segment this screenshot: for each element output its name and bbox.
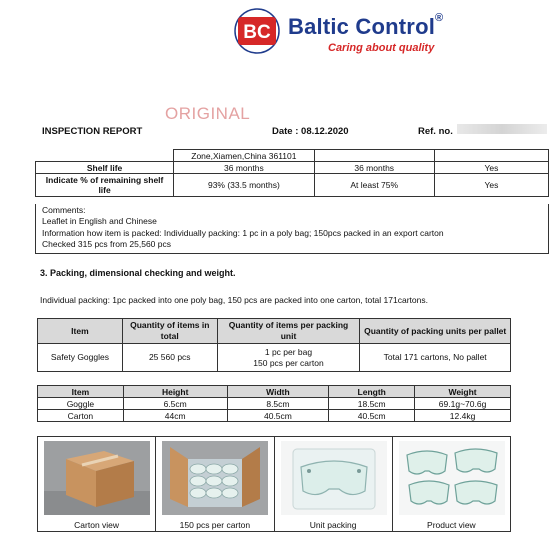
table-cell: 40.5cm: [329, 410, 415, 422]
brand-name: Baltic Control®: [288, 12, 444, 39]
column-header: Item: [38, 319, 123, 344]
pallet-cell: Total 171 cartons, No pallet: [360, 344, 511, 372]
total-cell: 25 560 pcs: [122, 344, 217, 372]
photo-caption: 150 pcs per carton: [179, 520, 251, 530]
table-header-row: [38, 319, 511, 344]
packing-quantity-table: [37, 318, 511, 372]
per-unit-line: 150 pcs per carton: [253, 357, 324, 368]
report-date: Date : 08.12.2020: [272, 126, 349, 137]
column-header: Quantity of items in total: [122, 319, 217, 344]
photo-strip: [37, 436, 511, 532]
comment-line: Checked 315 pcs from 25,560 pcs: [42, 239, 171, 250]
shelf-life-table: [35, 149, 549, 197]
table-cell: 69.1g~70.6g: [415, 398, 511, 410]
brand-tagline: Caring about quality: [328, 42, 435, 54]
column-header: Quantity of packing units per pallet: [360, 319, 511, 344]
row-label: Shelf life: [36, 162, 174, 174]
actual-cell: 36 months: [174, 162, 314, 174]
column-header: Quantity of items per packing unit: [217, 319, 360, 344]
photo-cell: [275, 437, 393, 531]
logo-mark-text: BC: [243, 22, 271, 43]
actual-cell: 93% (33.5 months): [174, 174, 314, 197]
dimension-table: [37, 385, 511, 422]
table-row: [36, 174, 549, 197]
table-row: [36, 162, 549, 174]
required-cell: At least 75%: [314, 174, 434, 197]
column-header: Width: [227, 386, 329, 398]
comment-line: Leaflet in English and Chinese: [42, 216, 157, 227]
table-cell: 18.5cm: [329, 398, 415, 410]
table-cell: 6.5cm: [123, 398, 227, 410]
photo-cell: [38, 437, 156, 531]
original-stamp: ORIGINAL: [165, 104, 251, 123]
open-carton-photo-icon: [162, 441, 268, 515]
photo-cell: [393, 437, 510, 531]
report-title: INSPECTION REPORT: [42, 126, 143, 137]
goggles-photo-icon: [399, 441, 505, 515]
baltic-control-logo-icon: [234, 8, 280, 54]
table-cell: 44cm: [123, 410, 227, 422]
item-cell: Safety Goggles: [38, 344, 123, 372]
per-unit-line: 1 pc per bag: [264, 346, 313, 357]
table-row: [38, 344, 511, 372]
report-ref-label: Ref. no.: [418, 126, 453, 137]
photo-caption: Product view: [427, 520, 476, 530]
column-header: Length: [329, 386, 415, 398]
table-cell: 12.4kg: [415, 410, 511, 422]
result-cell: Yes: [434, 162, 548, 174]
packing-description: Individual packing: 1pc packed into one poly bag, 150 pcs are packed into one carton, total 171cartons.: [40, 295, 428, 305]
photo-cell: [156, 437, 274, 531]
table-cell: 8.5cm: [227, 398, 329, 410]
table-header-row: [38, 386, 511, 398]
result-cell: Yes: [434, 174, 548, 197]
row-label: Indicate % of remaining shelf life: [36, 174, 174, 197]
photo-caption: Carton view: [74, 520, 120, 530]
comments-heading: Comments:: [42, 205, 86, 215]
column-header: Weight: [415, 386, 511, 398]
section-title: 3. Packing, dimensional checking and weight.: [40, 268, 236, 278]
address-cell: Zone,Xiamen,China 361101: [174, 150, 314, 162]
table-row: [36, 150, 549, 162]
carton-photo-icon: [44, 441, 150, 515]
per-unit-cell: [217, 344, 360, 372]
table-cell: Carton: [38, 410, 124, 422]
goggle-in-bag-photo-icon: [281, 441, 387, 515]
comments-box: [35, 204, 549, 254]
column-header: Height: [123, 386, 227, 398]
registered-mark: ®: [435, 12, 444, 24]
column-header: Item: [38, 386, 124, 398]
photo-caption: Unit packing: [309, 520, 357, 530]
required-cell: 36 months: [314, 162, 434, 174]
table-row: [38, 410, 511, 422]
table-row: [38, 398, 511, 410]
comment-line: Information how item is packed: Individually packing: 1 pc in a poly bag; 150pcs packed in an export carton: [42, 227, 444, 238]
table-cell: 40.5cm: [227, 410, 329, 422]
redacted-ref-number: [457, 124, 547, 134]
table-cell: Goggle: [38, 398, 124, 410]
